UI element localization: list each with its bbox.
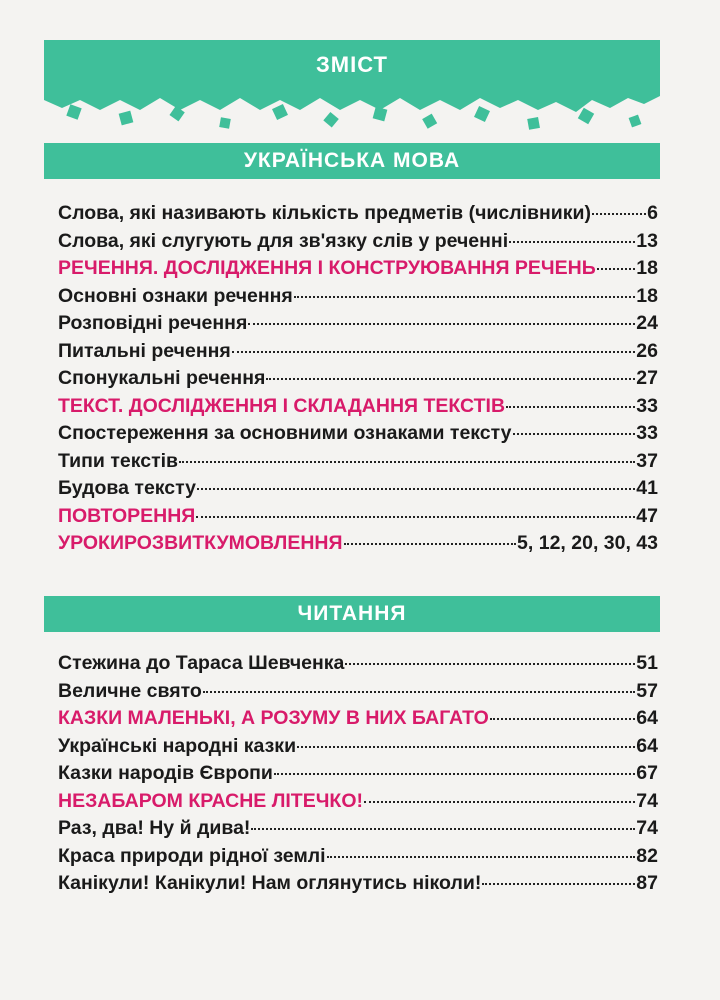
toc-entry-title: Слова, які називають кількість предметів (числівники) [58,202,592,224]
toc-entry-title: НЕЗАБАРОМ КРАСНЕ ЛІТЕЧКО! [58,789,363,812]
leader-dots [294,296,635,298]
toc-entry-title: Основні ознаки речення [58,284,293,307]
toc-entry[interactable] [58,367,658,395]
toc-entry-page: 5, 12, 20, 30, 43 [517,532,658,554]
decorative-squares-border [44,88,660,136]
toc-entry-page: 87 [636,872,658,894]
toc-entry-page: 33 [636,394,658,417]
toc-entry[interactable] [58,202,658,230]
leader-dots [345,663,635,665]
leader-dots [179,461,635,463]
toc-entry[interactable] [58,735,658,763]
toc-entry-title: УРОКИРОЗВИТКУМОВЛЕННЯ [58,532,343,554]
toc-entry-heading[interactable] [58,395,658,423]
toc-entry-title: Казки народів Європи [58,762,273,784]
toc-entry-page: 82 [636,844,658,867]
toc-entry-page: 74 [636,817,658,839]
toc-entry-title: Розповідні речення [58,312,248,334]
leader-dots [248,323,635,325]
toc-entry[interactable] [58,680,658,708]
toc-entry[interactable] [58,230,658,258]
toc-entry[interactable] [58,285,658,313]
toc-entry-title: Будова тексту [58,477,197,499]
toc-entry-page: 64 [636,734,658,757]
toc-entry-page: 27 [636,367,658,389]
toc-entry-heading[interactable] [58,707,658,735]
leader-dots [251,828,635,830]
toc-entry-page: 13 [636,229,658,252]
toc-entry-title: Величне свято [58,679,202,702]
leader-dots [196,516,635,518]
toc-entry-page: 41 [636,477,658,499]
toc-entry-title: ПОВТОРЕННЯ [58,504,196,527]
toc-entry-title: Канікули! Канікули! Нам оглянутись ніколи! [58,872,482,894]
toc-entry-heading[interactable] [58,790,658,818]
toc-entry-title: КАЗКИ МАЛЕНЬКІ, А РОЗУМУ В НИХ БАГАТО [58,707,489,729]
leader-dots [274,773,635,775]
contents-title: ЗМІСТ [316,52,388,77]
toc-entry-page: 37 [636,449,658,472]
leader-dots [506,406,635,408]
toc-entry-title: Слова, які слугують для зв'язку слів у реченні [58,229,509,252]
leader-dots [597,268,636,270]
toc-entry-title: Краса природи рідної землі [58,844,326,867]
toc-entry-title: Спостереження за основними ознаками тексту [58,422,512,444]
leader-dots [513,433,636,435]
toc-entry-title: Українські народні казки [58,734,297,757]
toc-entry-page: 47 [636,504,658,527]
toc-list-ukrainian [58,202,658,560]
toc-entry[interactable] [58,817,658,845]
toc-entry[interactable] [58,477,658,505]
toc-entry[interactable] [58,845,658,873]
toc-entry[interactable] [58,340,658,368]
toc-entry[interactable] [58,872,658,900]
leader-dots [232,351,636,353]
leader-dots [490,718,636,720]
section-bar-ukrainian [44,143,660,179]
section-title-ukrainian: УКРАЇНСЬКА МОВА [243,149,461,172]
leader-dots [344,543,517,545]
leader-dots [297,746,635,748]
toc-entry-page: 33 [636,422,658,444]
toc-entry-page: 26 [636,339,658,362]
toc-entry[interactable] [58,762,658,790]
leader-dots [266,378,635,380]
toc-list-reading [58,652,658,900]
leader-dots [327,856,636,858]
toc-entry-page: 74 [636,789,658,812]
toc-entry-heading[interactable] [58,257,658,285]
toc-entry-title: Спонукальні речення [58,367,266,389]
toc-entry-page: 6 [647,202,658,224]
leader-dots [197,488,635,490]
toc-entry-page: 18 [636,284,658,307]
leader-dots [592,213,646,215]
toc-entry-page: 24 [636,312,658,334]
toc-entry-title: Раз, два! Ну й дива! [58,817,251,839]
toc-entry-page: 18 [636,257,658,279]
toc-entry-heading[interactable] [58,532,658,560]
toc-entry-page: 64 [636,707,658,729]
leader-dots [509,241,635,243]
leader-dots [203,691,635,693]
toc-entry-heading[interactable] [58,505,658,533]
leader-dots [482,883,635,885]
leader-dots [364,801,635,803]
toc-entry-page: 67 [636,762,658,784]
toc-entry[interactable] [58,422,658,450]
toc-entry-title: РЕЧЕННЯ. ДОСЛІДЖЕННЯ І КОНСТРУЮВАННЯ РЕЧЕНЬ [58,257,596,279]
toc-entry-title: Типи текстів [58,449,179,472]
toc-entry-page: 57 [636,679,658,702]
section-bar-reading [44,596,660,632]
toc-entry-title: Стежина до Тараса Шевченка [58,652,345,674]
toc-entry-title: Питальні речення [58,339,231,362]
section-title-reading: ЧИТАННЯ [297,602,407,625]
toc-entry[interactable] [58,312,658,340]
toc-entry[interactable] [58,652,658,680]
toc-entry-page: 51 [636,652,658,674]
toc-entry[interactable] [58,450,658,478]
toc-entry-title: ТЕКСТ. ДОСЛІДЖЕННЯ І СКЛАДАННЯ ТЕКСТІВ [58,394,506,417]
